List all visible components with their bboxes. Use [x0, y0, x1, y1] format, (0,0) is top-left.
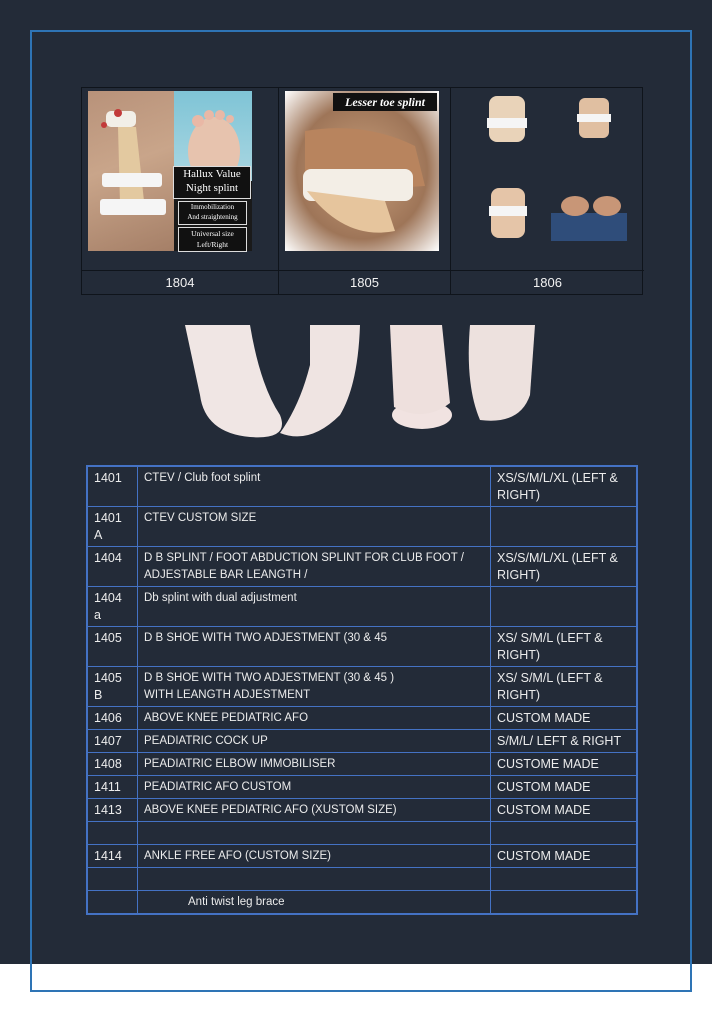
product-size-table	[86, 465, 638, 915]
product-code-cell: 1408	[87, 753, 138, 776]
description-line: ANKLE FREE AFO (CUSTOM SIZE)	[144, 850, 332, 862]
product-size-cell	[491, 868, 638, 891]
description-line: D B SHOE WITH TWO ADJESTMENT (30 & 45 )	[144, 672, 395, 684]
product-image-cell-1805	[279, 88, 451, 270]
product-description-cell	[138, 627, 491, 667]
table-row	[87, 547, 637, 587]
table-row	[87, 868, 637, 891]
product-size-cell: XS/S/M/L/XL (LEFT & RIGHT)	[491, 466, 638, 507]
product-description-cell	[138, 707, 491, 730]
caption-line-1: Immobilization	[190, 203, 235, 211]
description-line: Anti twist leg brace	[188, 896, 285, 908]
product-size-cell	[491, 507, 638, 547]
description-line: PEADIATRIC ELBOW IMMOBILISER	[144, 758, 336, 770]
table-row	[87, 799, 637, 822]
product-size-cell	[491, 822, 638, 845]
table-row	[87, 587, 637, 627]
product-image-table	[81, 87, 643, 295]
product-code-cell: 1401	[87, 466, 138, 507]
product-description-cell	[138, 822, 491, 845]
product-code-cell: 1414	[87, 845, 138, 868]
product-size-cell: CUSTOM MADE	[491, 845, 638, 868]
product-table-body	[87, 466, 637, 914]
product-size-cell: CUSTOM MADE	[491, 799, 638, 822]
product-code-cell: 1406	[87, 707, 138, 730]
product-size-cell: XS/ S/M/L (LEFT & RIGHT)	[491, 667, 638, 707]
product-size-cell: XS/S/M/L/XL (LEFT & RIGHT)	[491, 547, 638, 587]
table-row	[87, 627, 637, 667]
product-code-cell	[87, 822, 138, 845]
description-line: PEADIATRIC AFO CUSTOM	[144, 781, 292, 793]
product-description-cell	[138, 507, 491, 547]
description-line: Db splint with dual adjustment	[144, 592, 297, 604]
lesser-toe-splint-photo	[285, 91, 439, 251]
caption-lesser-toe: Lesser toe splint	[333, 93, 437, 111]
description-line: PEADIATRIC COCK UP	[144, 735, 268, 747]
product-size-cell: S/M/L/ LEFT & RIGHT	[491, 730, 638, 753]
toe-separator-collage-graphic	[451, 88, 644, 270]
table-row	[87, 730, 637, 753]
hallux-splint-photo-left	[88, 91, 174, 251]
table-row	[87, 891, 637, 915]
product-description-cell	[138, 799, 491, 822]
product-code-cell	[87, 891, 138, 915]
description-line: ABOVE KNEE PEDIATRIC AFO	[144, 712, 309, 724]
product-size-cell	[491, 587, 638, 627]
product-code-cell: 1405 B	[87, 667, 138, 707]
product-description-cell	[138, 891, 491, 915]
caption-hallux-lines	[178, 201, 247, 225]
product-size-cell: CUSTOM MADE	[491, 707, 638, 730]
table-row	[87, 845, 637, 868]
product-description-cell	[138, 547, 491, 587]
description-line: ADJESTABLE BAR LEANGTH /	[144, 569, 308, 581]
product-image-cell-1804	[82, 88, 279, 270]
foot-with-splint-graphic	[88, 91, 174, 251]
description-line: D B SPLINT / FOOT ABDUCTION SPLINT FOR CLUB FOOT /	[144, 552, 464, 564]
product-description-cell	[138, 730, 491, 753]
product-code-cell: 1401 A	[87, 507, 138, 547]
toe-splint-graphic	[285, 91, 439, 251]
description-line: D B SHOE WITH TWO ADJESTMENT (30 & 45	[144, 632, 388, 644]
table-row	[87, 707, 637, 730]
product-code-1804: 1804	[82, 270, 279, 295]
product-description-cell	[138, 776, 491, 799]
product-code-cell	[87, 868, 138, 891]
product-description-cell	[138, 587, 491, 627]
product-description-cell	[138, 753, 491, 776]
product-code-cell: 1405	[87, 627, 138, 667]
product-code-1806: 1806	[451, 270, 644, 295]
product-size-cell: XS/ S/M/L (LEFT & RIGHT)	[491, 627, 638, 667]
product-description-cell	[138, 667, 491, 707]
product-code-cell: 1411	[87, 776, 138, 799]
description-line	[144, 871, 484, 888]
table-row	[87, 776, 637, 799]
description-line: ABOVE KNEE PEDIATRIC AFO (XUSTOM SIZE)	[144, 804, 397, 816]
table-row	[87, 507, 637, 547]
description-line: CTEV CUSTOM SIZE	[144, 512, 257, 524]
product-description-cell	[138, 868, 491, 891]
product-size-cell: CUSTOME MADE	[491, 753, 638, 776]
product-image-cell-1806	[451, 88, 644, 270]
product-size-cell: CUSTOM MADE	[491, 776, 638, 799]
product-description-cell	[138, 845, 491, 868]
caption-hallux-title: Hallux Value Night splint	[173, 166, 251, 199]
table-row	[87, 667, 637, 707]
description-line: CTEV / Club foot splint	[144, 472, 261, 484]
product-description-cell	[138, 466, 491, 507]
caption-hallux-size: Universal size Left/Right	[178, 227, 247, 252]
product-code-cell: 1413	[87, 799, 138, 822]
description-line: WITH LEANGTH ADJESTMENT	[144, 689, 311, 701]
product-size-cell	[491, 891, 638, 915]
caption-line-2: And straightening	[187, 213, 238, 221]
product-code-1805: 1805	[279, 270, 451, 295]
description-line	[144, 825, 484, 842]
product-code-cell: 1404 a	[87, 587, 138, 627]
product-code-cell: 1404	[87, 547, 138, 587]
table-row	[87, 466, 637, 507]
table-row	[87, 753, 637, 776]
product-code-cell: 1407	[87, 730, 138, 753]
table-row	[87, 822, 637, 845]
club-feet-photo	[180, 325, 540, 450]
